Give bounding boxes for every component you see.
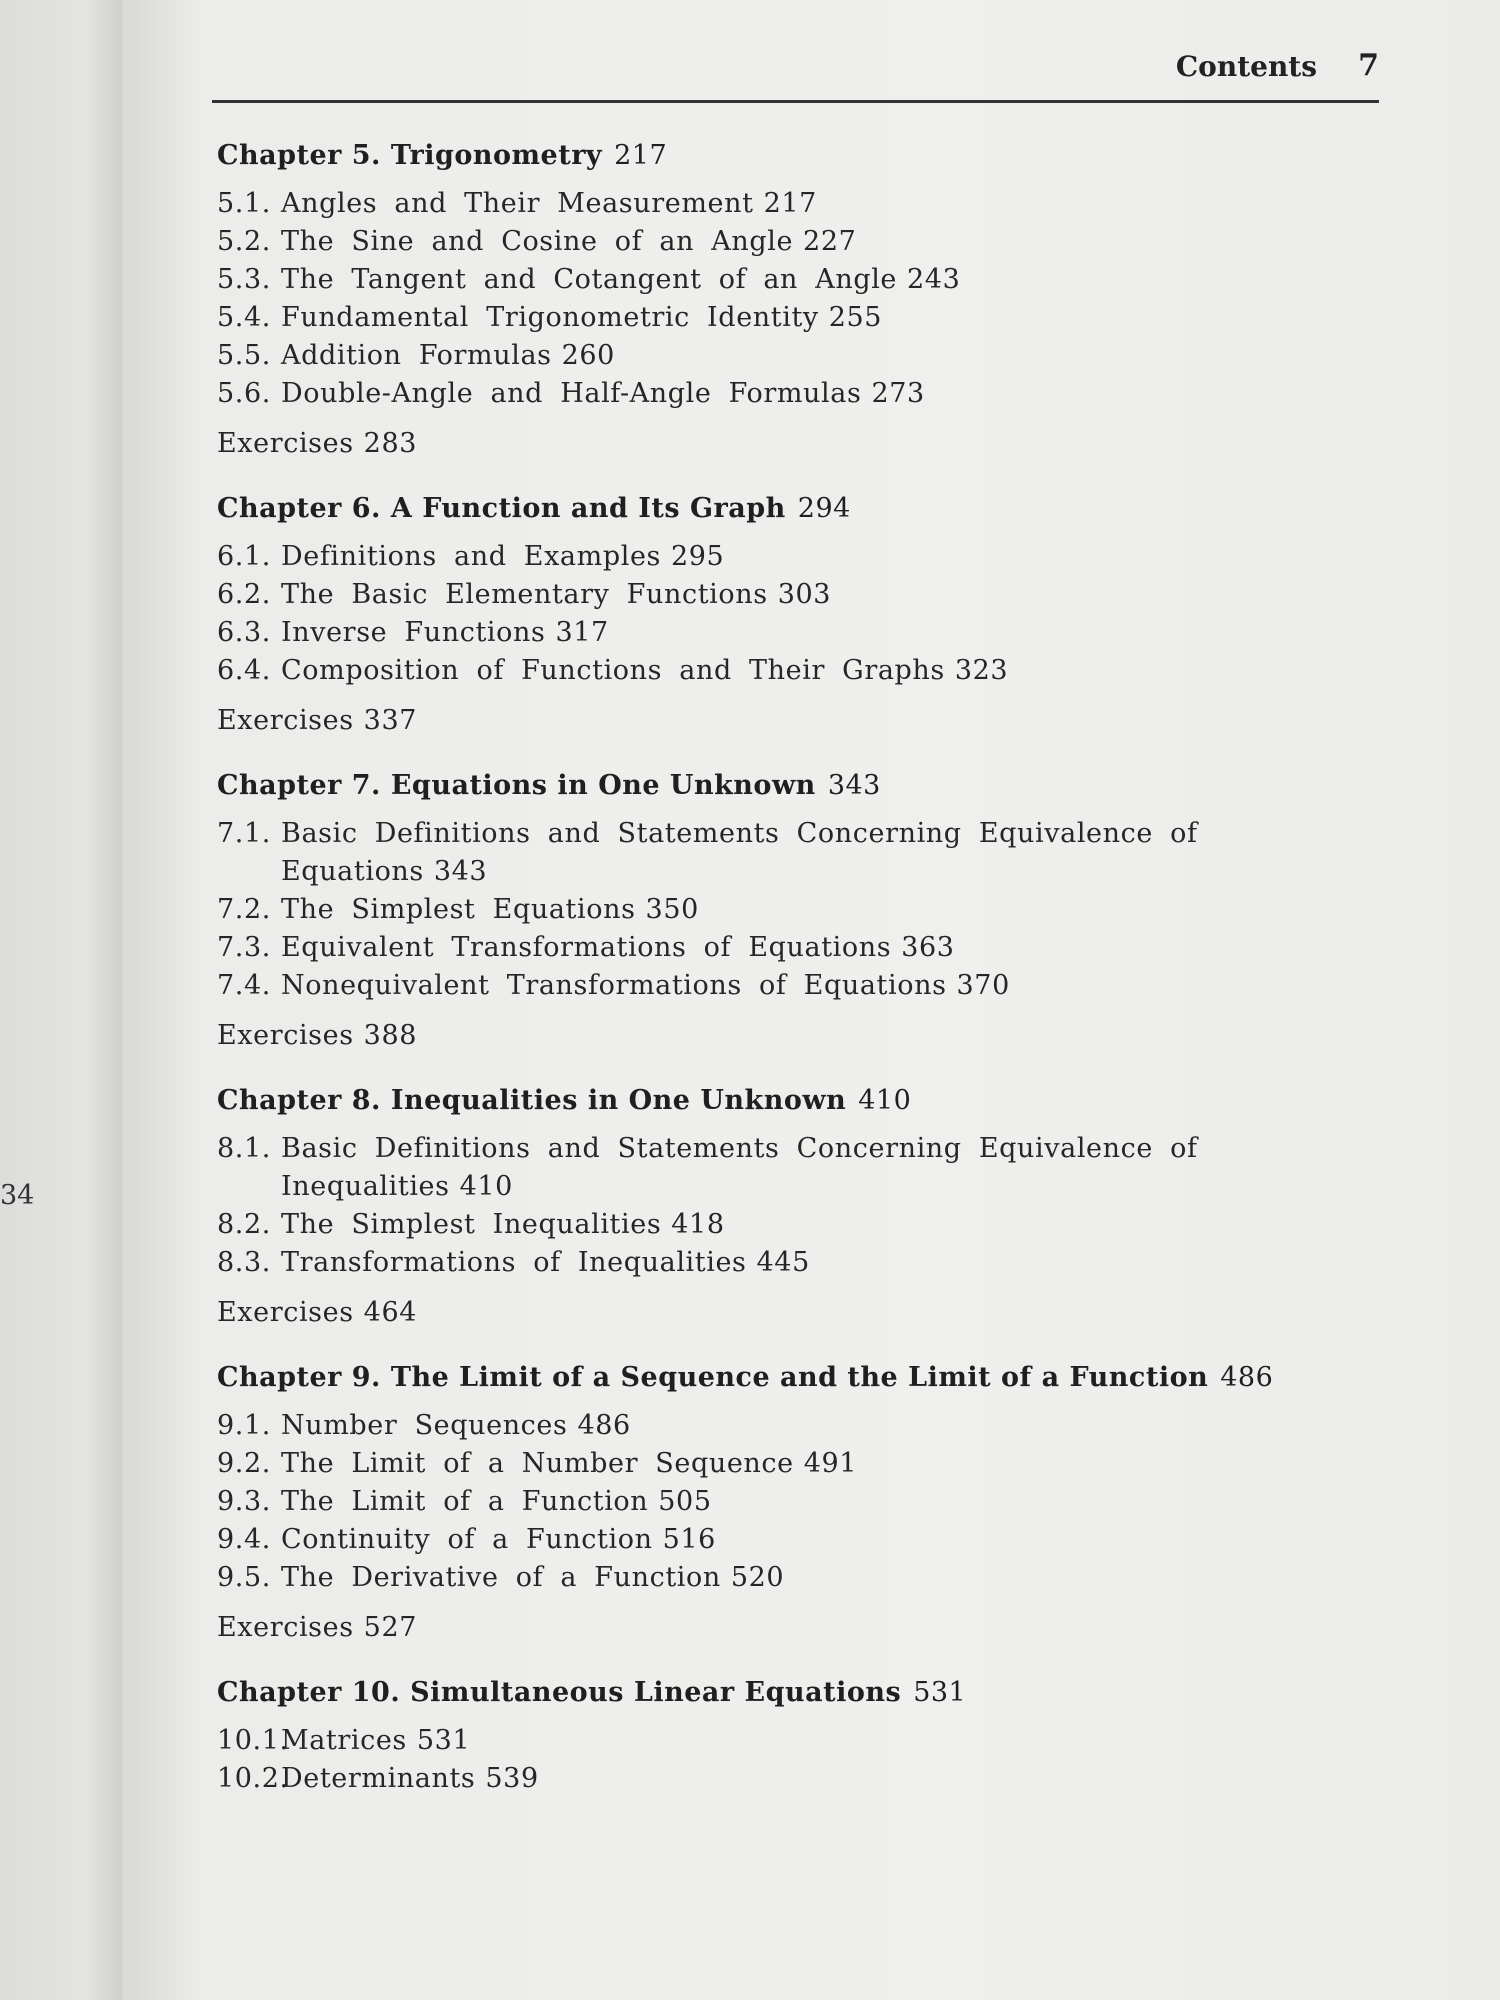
- section-title: [281, 1244, 1337, 1282]
- section-title: [281, 299, 1337, 337]
- section-title-text: Transformations of Inequalities: [281, 1247, 747, 1278]
- toc-entry[interactable]: [217, 1760, 1337, 1798]
- toc-entry[interactable]: [217, 576, 1337, 614]
- section-page-number: 363: [901, 932, 955, 963]
- section-title: [281, 815, 1337, 891]
- section-title: [281, 337, 1337, 375]
- section-title-text: Nonequivalent Transformations of Equations: [281, 970, 947, 1001]
- section-title: [281, 1559, 1337, 1597]
- section-title: [281, 652, 1337, 690]
- toc-entry[interactable]: [217, 891, 1337, 929]
- section-number: 7.3.: [217, 932, 271, 963]
- chapter-block: [217, 1085, 1337, 1332]
- chapter-label: Chapter 8. Inequalities in One Unknown: [217, 1085, 847, 1116]
- section-number: 6.4.: [217, 655, 271, 686]
- section-number: 10.1.: [217, 1725, 289, 1756]
- section-title: [281, 1407, 1337, 1445]
- section-title-text: Fundamental Trigonometric Identity: [281, 302, 819, 333]
- chapter-heading[interactable]: [217, 1677, 1337, 1708]
- toc-entry[interactable]: [217, 929, 1337, 967]
- section-title: [281, 538, 1337, 576]
- toc-entry[interactable]: [217, 299, 1337, 337]
- section-page-number: 486: [577, 1410, 631, 1441]
- section-title-text: Matrices: [281, 1725, 407, 1756]
- section-title: [281, 929, 1337, 967]
- section-number: 9.2.: [217, 1448, 271, 1479]
- section-title: [281, 185, 1337, 223]
- section-number: 9.1.: [217, 1410, 271, 1441]
- section-page-number: 273: [871, 378, 925, 409]
- toc-entry[interactable]: [217, 1521, 1337, 1559]
- section-number: 5.4.: [217, 302, 271, 333]
- section-number: 7.1.: [217, 818, 271, 849]
- exercises-entry[interactable]: [217, 702, 1337, 740]
- chapter-block: [217, 1362, 1337, 1647]
- section-page-number: 255: [828, 302, 883, 333]
- toc-entry[interactable]: [217, 538, 1337, 576]
- toc-entry[interactable]: [217, 1445, 1337, 1483]
- chapter-block: [217, 770, 1337, 1055]
- section-page-number: 323: [954, 655, 1009, 686]
- exercises-page-number: 388: [363, 1020, 418, 1051]
- section-title-text: Addition Formulas: [281, 340, 552, 371]
- toc-entry[interactable]: [217, 261, 1337, 299]
- section-title-text: The Simplest Inequalities: [281, 1209, 662, 1240]
- section-page-number: 445: [756, 1247, 810, 1278]
- exercises-label: Exercises: [217, 705, 354, 736]
- section-number: 9.5.: [217, 1562, 271, 1593]
- section-title-text: The Limit of a Number Sequence: [281, 1448, 794, 1479]
- chapter-page-number: 294: [797, 493, 851, 524]
- section-title-text: Composition of Functions and Their Graphs: [281, 655, 945, 686]
- section-number: 6.1.: [217, 541, 271, 572]
- exercises-page-number: 337: [363, 705, 418, 736]
- exercises-page-number: 283: [363, 428, 418, 459]
- contents-page: [122, 0, 1500, 2000]
- section-title-text: The Limit of a Function: [281, 1486, 649, 1517]
- facing-page-edge: [0, 0, 122, 2000]
- exercises-page-number: 464: [363, 1297, 418, 1328]
- section-title-text: The Tangent and Cotangent of an Angle: [281, 264, 898, 295]
- section-number: 5.5.: [217, 340, 271, 371]
- toc-entry[interactable]: [217, 375, 1337, 413]
- section-number: 8.3.: [217, 1247, 271, 1278]
- chapter-heading[interactable]: [217, 493, 1337, 524]
- section-title: [281, 576, 1337, 614]
- chapter-page-number: 486: [1220, 1362, 1274, 1393]
- chapter-block: [217, 1677, 1337, 1798]
- section-page-number: 491: [803, 1448, 858, 1479]
- section-title: [281, 614, 1337, 652]
- chapter-label: Chapter 7. Equations in One Unknown: [217, 770, 816, 801]
- toc-entry[interactable]: [217, 614, 1337, 652]
- section-title: [281, 967, 1337, 1005]
- section-title-text: The Simplest Equations: [281, 894, 636, 925]
- toc-entry[interactable]: [217, 1206, 1337, 1244]
- chapter-block: [217, 493, 1337, 740]
- section-number: 5.1.: [217, 188, 271, 219]
- section-title: [281, 375, 1337, 413]
- chapter-heading[interactable]: [217, 770, 1337, 801]
- section-number: 7.2.: [217, 894, 271, 925]
- section-title: [281, 1760, 1337, 1798]
- toc-entry[interactable]: [217, 1130, 1337, 1206]
- section-page-number: 505: [658, 1486, 712, 1517]
- running-header: [212, 50, 1379, 103]
- chapter-label: Chapter 10. Simultaneous Linear Equations: [217, 1677, 902, 1708]
- exercises-entry[interactable]: [217, 1294, 1337, 1332]
- chapter-page-number: 531: [913, 1677, 967, 1708]
- toc-entry[interactable]: [217, 223, 1337, 261]
- exercises-entry[interactable]: [217, 1017, 1337, 1055]
- section-number: 5.3.: [217, 264, 271, 295]
- section-number: 9.3.: [217, 1486, 271, 1517]
- section-title-text: Double-Angle and Half-Angle Formulas: [281, 378, 862, 409]
- section-title: [281, 891, 1337, 929]
- section-number: 6.3.: [217, 617, 271, 648]
- exercises-label: Exercises: [217, 428, 354, 459]
- toc-entry[interactable]: [217, 1244, 1337, 1282]
- section-page-number: 516: [662, 1524, 716, 1555]
- toc-entry[interactable]: [217, 185, 1337, 223]
- section-page-number: 418: [671, 1209, 725, 1240]
- chapter-label: Chapter 9. The Limit of a Sequence and the Limit of a Function: [217, 1362, 1209, 1393]
- chapter-label: Chapter 6. A Function and Its Graph: [217, 493, 786, 524]
- toc-entry[interactable]: [217, 1407, 1337, 1445]
- exercises-label: Exercises: [217, 1020, 354, 1051]
- section-title: [281, 1130, 1337, 1206]
- section-title-text: The Sine and Cosine of an Angle: [281, 226, 794, 257]
- toc-entry[interactable]: [217, 652, 1337, 690]
- toc-entry[interactable]: [217, 967, 1337, 1005]
- header-page-number: 7: [1358, 48, 1379, 83]
- exercises-entry[interactable]: [217, 425, 1337, 463]
- toc-entry[interactable]: [217, 1722, 1337, 1760]
- section-number: 10.2.: [217, 1763, 289, 1794]
- section-title-text: The Basic Elementary Functions: [281, 579, 768, 610]
- section-number: 6.2.: [217, 579, 271, 610]
- section-title: [281, 1483, 1337, 1521]
- section-title: [281, 1521, 1337, 1559]
- chapter-block: [217, 140, 1337, 463]
- exercises-label: Exercises: [217, 1612, 354, 1643]
- section-number: 5.6.: [217, 378, 271, 409]
- toc-entry[interactable]: [217, 1483, 1337, 1521]
- section-page-number: 520: [730, 1562, 785, 1593]
- section-page-number: 227: [803, 226, 857, 257]
- chapter-heading[interactable]: [217, 1362, 1337, 1393]
- section-number: 5.2.: [217, 226, 271, 257]
- section-page-number: 410: [459, 1171, 513, 1202]
- section-title: [281, 223, 1337, 261]
- section-title-text: Angles and Their Measurement: [281, 188, 754, 219]
- chapter-page-number: 343: [827, 770, 881, 801]
- section-title-text: Inverse Functions: [281, 617, 546, 648]
- section-title-text: Equivalent Transformations of Equations: [281, 932, 892, 963]
- section-page-number: 350: [645, 894, 699, 925]
- section-page-number: 539: [485, 1763, 539, 1794]
- section-title-text: Number Sequences: [281, 1410, 568, 1441]
- chapter-heading[interactable]: [217, 140, 1337, 171]
- section-page-number: 243: [907, 264, 961, 295]
- section-page-number: 260: [561, 340, 615, 371]
- section-title-text: Definitions and Examples: [281, 541, 661, 572]
- section-page-number: 217: [763, 188, 817, 219]
- toc-entry[interactable]: [217, 815, 1337, 891]
- exercises-page-number: 527: [363, 1612, 418, 1643]
- section-page-number: 317: [555, 617, 609, 648]
- section-title: [281, 1445, 1337, 1483]
- table-of-contents: [217, 140, 1337, 1828]
- section-title-text: Continuity of a Function: [281, 1524, 653, 1555]
- facing-page-number: 34: [0, 1180, 35, 1211]
- section-page-number: 370: [956, 970, 1010, 1001]
- toc-entry[interactable]: [217, 337, 1337, 375]
- header-title: Contents: [1175, 50, 1317, 83]
- section-page-number: 295: [671, 541, 725, 572]
- section-title-text: Basic Definitions and Statements Concerning Equivalence of Inequalities: [281, 1133, 1198, 1202]
- chapter-label: Chapter 5. Trigonometry: [217, 140, 603, 171]
- chapter-page-number: 217: [614, 140, 668, 171]
- section-page-number: 303: [777, 579, 832, 610]
- section-title: [281, 1722, 1337, 1760]
- section-title-text: The Derivative of a Function: [281, 1562, 721, 1593]
- section-title: [281, 261, 1337, 299]
- section-title-text: Basic Definitions and Statements Concerning Equivalence of Equations: [281, 818, 1198, 887]
- exercises-entry[interactable]: [217, 1609, 1337, 1647]
- section-number: 9.4.: [217, 1524, 271, 1555]
- section-number: 8.1.: [217, 1133, 271, 1164]
- toc-entry[interactable]: [217, 1559, 1337, 1597]
- chapter-heading[interactable]: [217, 1085, 1337, 1116]
- section-title: [281, 1206, 1337, 1244]
- section-title-text: Determinants: [281, 1763, 476, 1794]
- section-page-number: 343: [433, 856, 488, 887]
- section-number: 8.2.: [217, 1209, 271, 1240]
- chapter-page-number: 410: [858, 1085, 912, 1116]
- section-number: 7.4.: [217, 970, 271, 1001]
- exercises-label: Exercises: [217, 1297, 354, 1328]
- section-page-number: 531: [416, 1725, 471, 1756]
